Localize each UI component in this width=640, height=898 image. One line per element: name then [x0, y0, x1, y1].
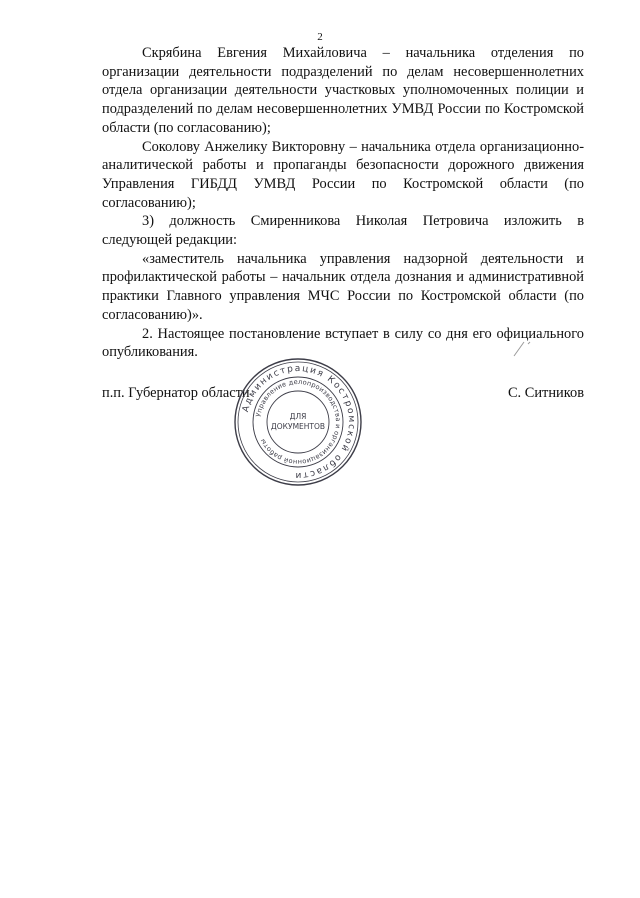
scribble-mark [510, 336, 540, 360]
page-number: 2 [317, 31, 323, 43]
paragraph-sokolova: Соколову Анжелику Викторовну – начальника отдела организационно-аналитической работы и пропаганды безопасности дорожного движения Управления ГИБДД УМВД России по Костромской области (по согласованию); [102, 138, 584, 211]
stamp-outer-text: Администрация Костромской области [240, 363, 357, 481]
paragraph-item-2: 2. Настоящее постановление вступает в силу со дня его официального опубликования. [102, 325, 584, 361]
stamp-inner-text: Управление делопроизводства и организационной работы [254, 377, 343, 467]
paragraph-item-3: 3) должность Смиренникова Николая Петровича изложить в следующей редакции: [102, 213, 584, 249]
document-body [102, 44, 584, 362]
paragraph-skryabin: Скрябина Евгения Михайловича – начальника отделения по организации деятельности подразделений по делам несовершеннолетних отдела организации деятельности участковых уполномоченных полиции и подразделений по делам несовершеннолетних УМВД России по Костромской области (по согласованию); [102, 45, 584, 136]
stamp-center-line2: ДОКУМЕНТОВ [270, 422, 326, 431]
signatory-title: п.п. Губернатор области [102, 385, 250, 401]
signatory-name: С. Ситников [507, 385, 584, 401]
official-seal-stamp [232, 356, 364, 488]
paragraph-new-wording: «заместитель начальника управления надзорной деятельности и профилактической работы – начальник отдела дознания и административной практики Главного управления МЧС России по Костромской области (по согласованию)». [102, 250, 584, 323]
stamp-center-line1: ДЛЯ [289, 412, 307, 421]
